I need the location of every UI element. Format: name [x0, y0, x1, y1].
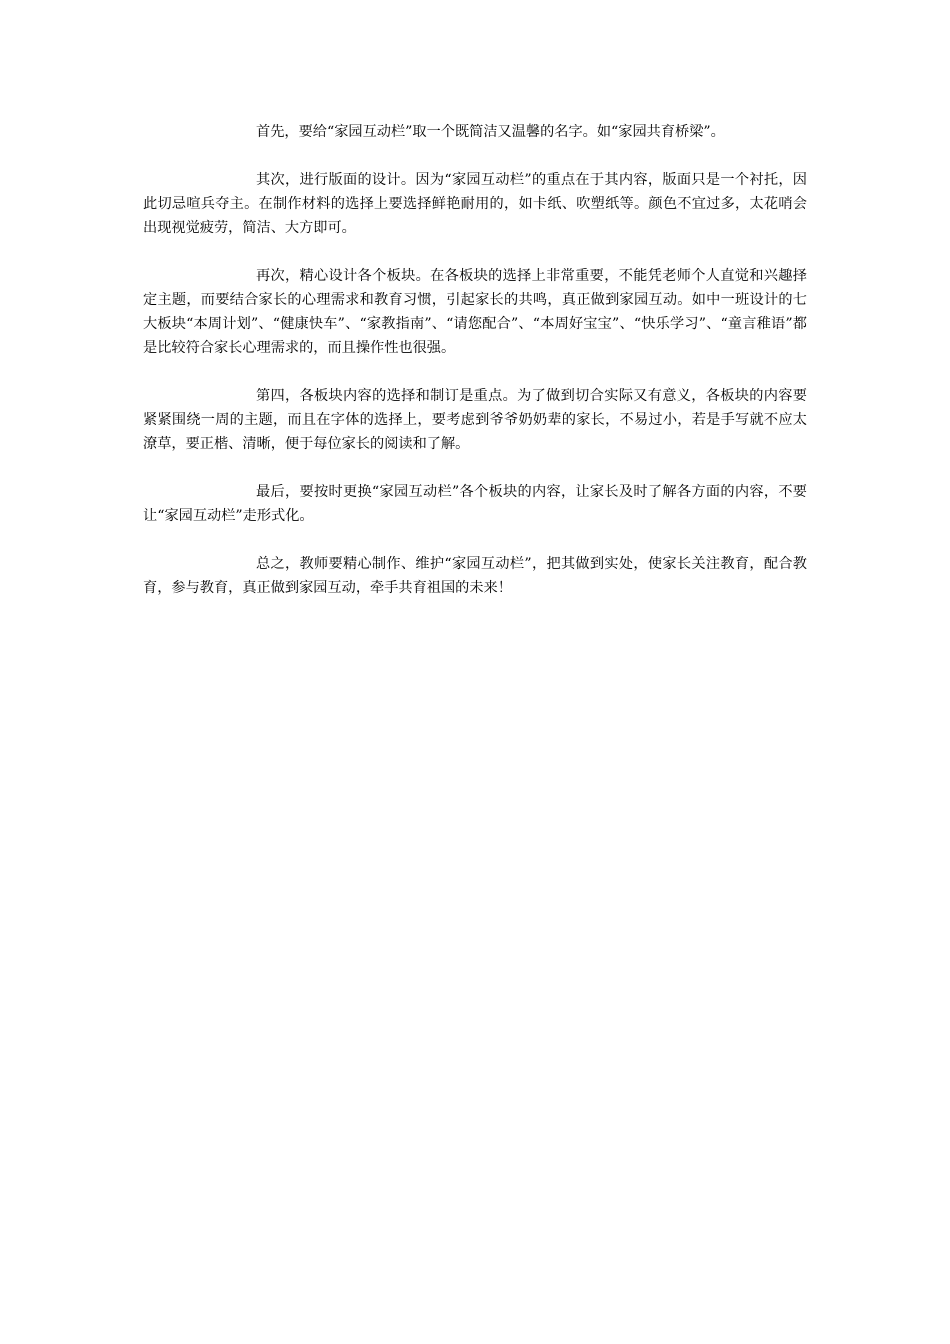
paragraph-fifth: 最后，要按时更换“家园互动栏”各个板块的内容，让家长及时了解各方面的内容，不要让“家园互动栏”走形式化。 — [143, 484, 807, 524]
paragraph-fourth: 第四，各板块内容的选择和制订是重点。为了做到切合实际又有意义，各板块的内容要紧紧围绕一周的主题，而且在字体的选择上，要考虑到爷爷奶奶辈的家长，不易过小，若是手写就不应太潦草，要正楷、清晰，便于每位家长的阅读和了解。 — [143, 388, 807, 452]
paragraph-conclusion: 总之，教师要精心制作、维护“家园互动栏”，把其做到实处，使家长关注教育，配合教育，参与教育，真正做到家园互动，牵手共育祖国的未来！ — [143, 556, 807, 596]
document-page — [143, 120, 807, 624]
paragraph-first: 首先，要给“家园互动栏”取一个既简洁又温馨的名字。如“家园共育桥梁”。 — [256, 124, 725, 140]
paragraph-second: 其次，进行版面的设计。因为“家园互动栏”的重点在于其内容，版面只是一个衬托，因此切忌喧兵夺主。在制作材料的选择上要选择鲜艳耐用的，如卡纸、吹塑纸等。颜色不宜过多，太花哨会出现视觉疲劳，简洁、大方即可。 — [143, 172, 807, 236]
paragraph-third: 再次，精心设计各个板块。在各板块的选择上非常重要，不能凭老师个人直觉和兴趣择定主题，而要结合家长的心理需求和教育习惯，引起家长的共鸣，真正做到家园互动。如中一班设计的七大板块“本周计划”、“健康快车”、“家教指南”、“请您配合”、“本周好宝宝”、“快乐学习”、“童言稚语”都是比较符合家长心理需求的，而且操作性也很强。 — [143, 268, 807, 356]
